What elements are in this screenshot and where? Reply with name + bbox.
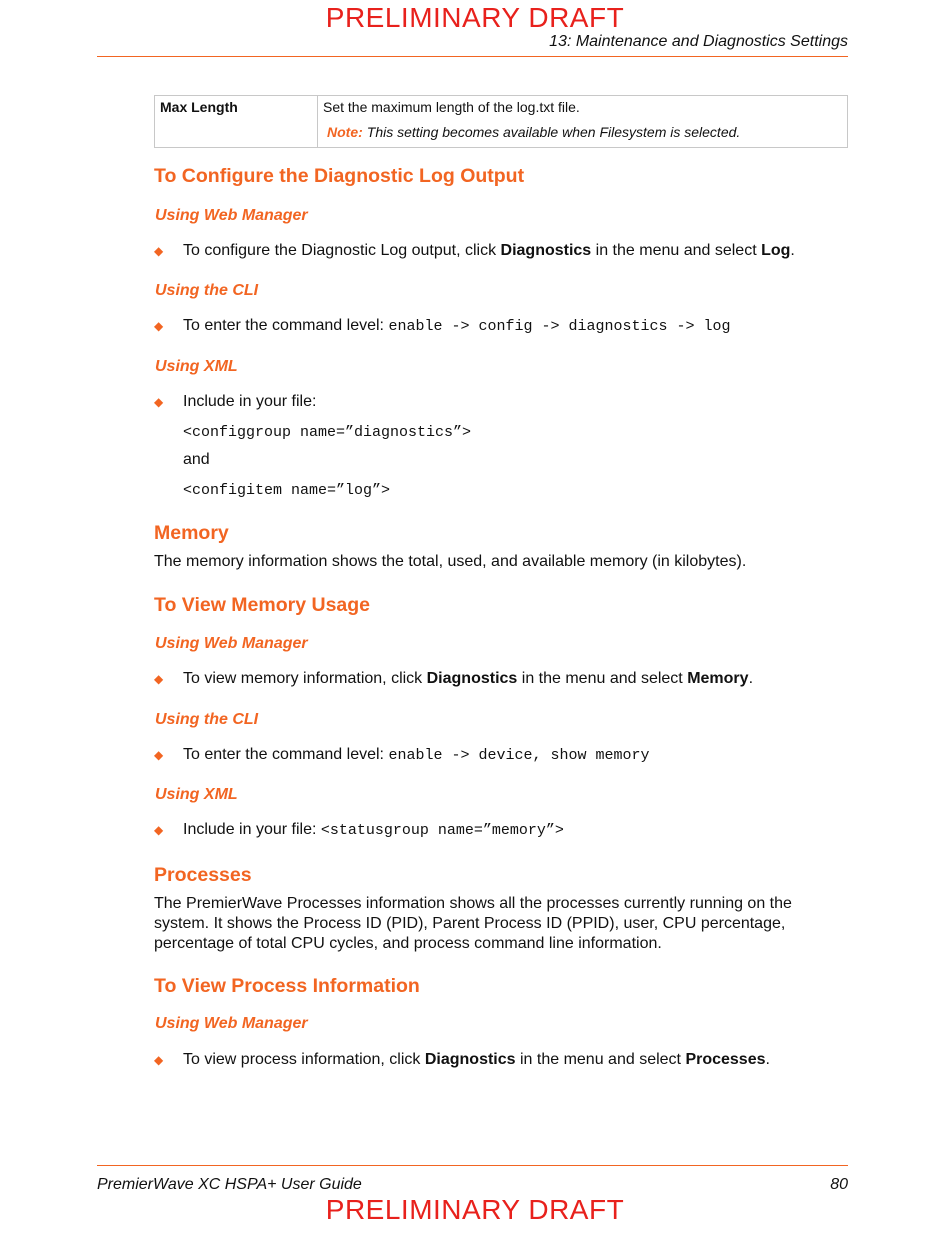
bullet-diamond-icon: ◆ [154,319,164,333]
subheading-web-manager: Using Web Manager [155,207,308,224]
list-item-text: Include in your file: [183,393,317,410]
list-item-text: To enter the command level: enable -> device, show memory [183,746,650,764]
section-heading-view-process: To View Process Information [154,975,420,997]
footer-rule [97,1165,848,1166]
xml-code-configgroup: <configgroup name=”diagnostics”> [183,424,472,441]
section-heading-processes: Processes [154,864,252,886]
list-item-text: To configure the Diagnostic Log output, click Diagnostics in the menu and select Log. [183,242,795,259]
note [323,124,842,140]
note-text: This setting becomes available when Filesystem is selected. [366,124,741,140]
bullet-diamond-icon: ◆ [154,1053,164,1067]
chapter-title: 13: Maintenance and Diagnostics Settings [549,33,848,50]
section-heading-memory: Memory [154,522,229,544]
list-item-text: Include in your file: <statusgroup name=”memory”> [183,821,564,839]
bullet-diamond-icon: ◆ [154,748,164,762]
header-rule [97,56,848,57]
parameter-description: Set the maximum length of the log.txt file. [323,99,580,115]
watermark-bottom: PRELIMINARY DRAFT [325,1194,625,1225]
cli-command: enable -> config -> diagnostics -> log [388,318,731,335]
bullet-diamond-icon: ◆ [154,244,164,258]
parameter-description-cell [318,96,848,148]
section-heading-diag-log: To Configure the Diagnostic Log Output [154,165,525,187]
subheading-cli: Using the CLI [155,711,259,728]
processes-description: The PremierWave Processes information shows all the processes currently running on the system. It shows the Process ID (PID), Parent Process ID (PPID), user, CPU percentage, percentage of total CPU cycles, and process command line information. [154,895,792,952]
table-row [155,96,848,148]
bullet-diamond-icon: ◆ [154,395,164,409]
subheading-web-manager: Using Web Manager [155,635,308,652]
list-item-text: To enter the command level: enable -> config -> diagnostics -> log [183,317,731,335]
subheading-cli: Using the CLI [155,282,259,299]
list-item-text: To view process information, click Diagnostics in the menu and select Processes. [183,1051,770,1068]
watermark-top: PRELIMINARY DRAFT [325,2,625,33]
xml-and: and [183,451,210,468]
parameter-name: Max Length [155,96,318,148]
subheading-xml: Using XML [155,358,238,375]
note-label: Note: [327,124,363,140]
parameter-table [154,95,848,148]
page-number: 80 [830,1176,848,1193]
bullet-diamond-icon: ◆ [154,823,164,837]
subheading-xml: Using XML [155,786,238,803]
xml-code-statusgroup: <statusgroup name=”memory”> [320,822,564,839]
footer-guide-title: PremierWave XC HSPA+ User Guide [97,1176,362,1193]
bullet-diamond-icon: ◆ [154,672,164,686]
xml-code-configitem: <configitem name=”log”> [183,482,391,499]
cli-command: enable -> device, show memory [388,747,650,764]
memory-description: The memory information shows the total, used, and available memory (in kilobytes). [154,553,747,570]
subheading-web-manager: Using Web Manager [155,1015,308,1032]
section-heading-view-memory: To View Memory Usage [154,594,371,616]
list-item-text: To view memory information, click Diagnostics in the menu and select Memory. [183,670,754,687]
